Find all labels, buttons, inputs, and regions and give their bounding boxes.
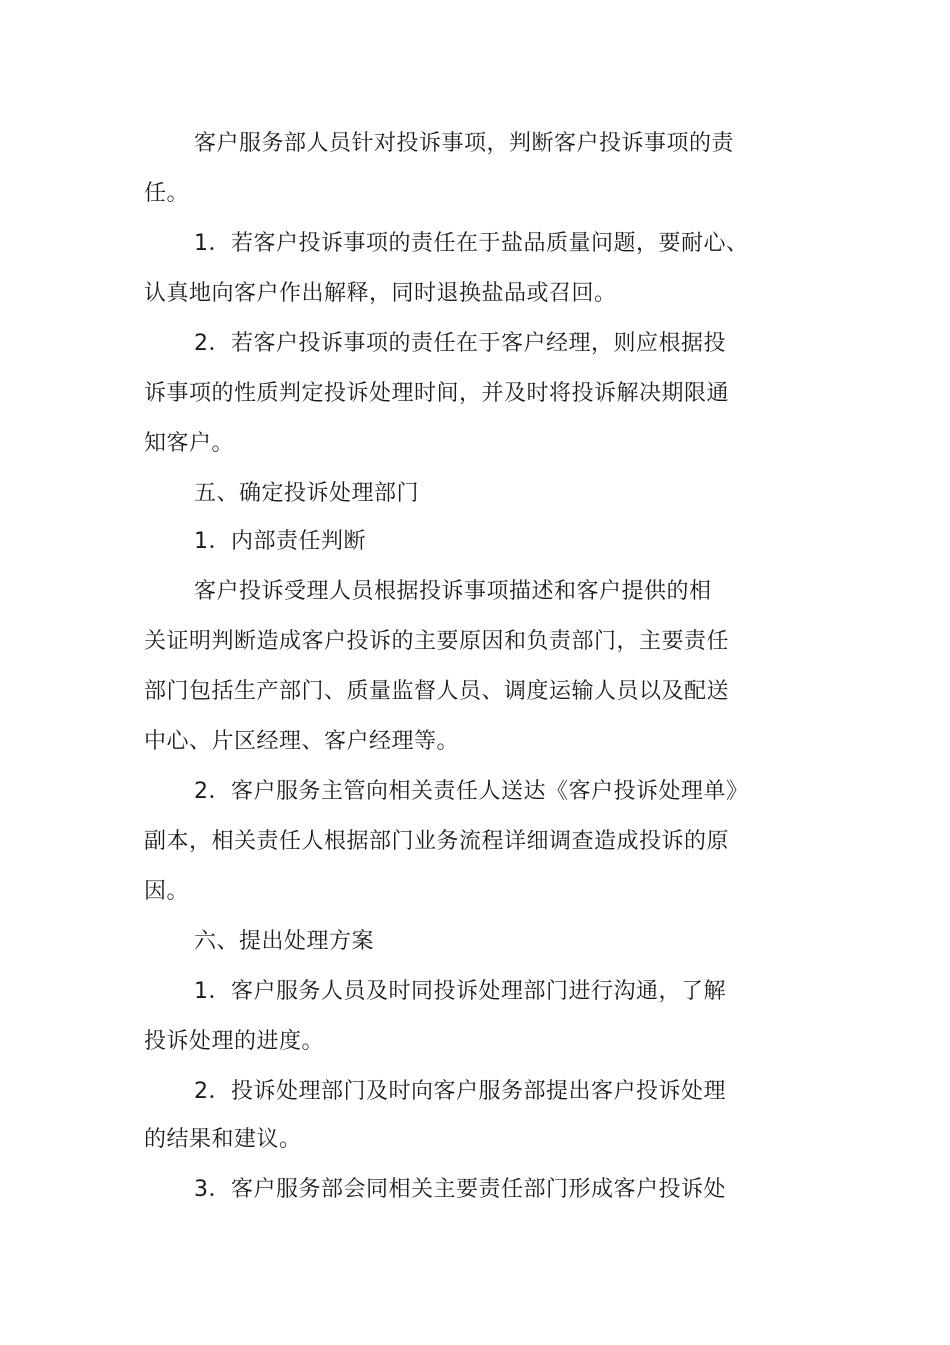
paragraph-line: 的结果和建议。	[144, 1127, 302, 1152]
list-item-line: 1．若客户投诉事项的责任在于盐品质量问题，要耐心、	[194, 231, 749, 256]
paragraph-line: 部门包括生产部门、质量监督人员、调度运输人员以及配送	[144, 679, 730, 704]
paragraph-line: 客户投诉受理人员根据投诉事项描述和客户提供的相	[194, 579, 712, 604]
paragraph-line: 诉事项的性质判定投诉处理时间，并及时将投诉解决期限通	[144, 381, 730, 406]
paragraph-line: 任。	[144, 181, 190, 206]
section-heading: 六、提出处理方案	[194, 929, 375, 954]
paragraph-line: 因。	[144, 879, 190, 904]
section-heading: 五、确定投诉处理部门	[194, 481, 420, 506]
paragraph-line: 投诉处理的进度。	[144, 1029, 325, 1054]
list-item-line: 2．投诉处理部门及时向客户服务部提出客户投诉处理	[194, 1079, 726, 1104]
paragraph-line: 中心、片区经理、客户经理等。	[144, 729, 460, 754]
list-item-line: 2．若客户投诉事项的责任在于客户经理，则应根据投	[194, 331, 726, 356]
list-item-line: 2．客户服务主管向相关责任人送达《客户投诉处理单》	[194, 779, 749, 804]
subsection-heading: 1．内部责任判断	[194, 529, 366, 554]
paragraph-line: 副本，相关责任人根据部门业务流程详细调查造成投诉的原	[144, 829, 730, 854]
list-item-line: 1．客户服务人员及时同投诉处理部门进行沟通，了解	[194, 979, 726, 1004]
paragraph-line: 认真地向客户作出解释，同时退换盐品或召回。	[144, 281, 617, 306]
paragraph-line: 关证明判断造成客户投诉的主要原因和负责部门，主要责任	[144, 629, 730, 654]
paragraph-line: 客户服务部人员针对投诉事项，判断客户投诉事项的责	[194, 131, 735, 156]
paragraph-line: 知客户。	[144, 431, 235, 456]
list-item-line: 3．客户服务部会同相关主要责任部门形成客户投诉处	[194, 1177, 726, 1202]
